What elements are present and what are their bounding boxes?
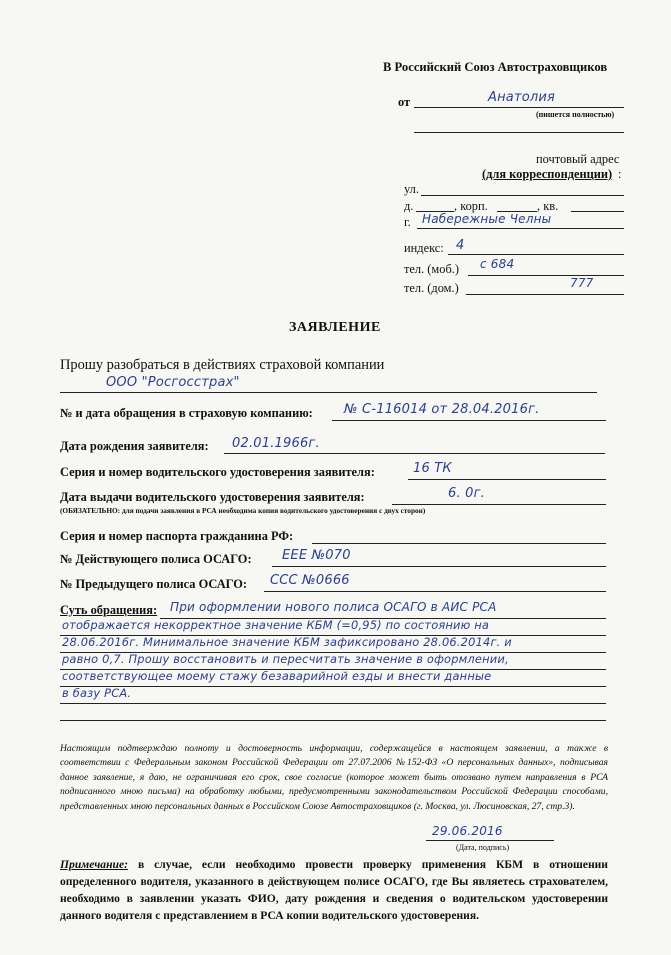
mobile-label: тел. (моб.) bbox=[404, 262, 459, 276]
from-hint: (пишется полностью) bbox=[536, 110, 615, 119]
page-title: ЗАЯВЛЕНИЕ bbox=[289, 320, 381, 335]
postal-colon: : bbox=[618, 167, 622, 181]
postal-label: почтовый адрес bbox=[536, 152, 620, 166]
street-line bbox=[421, 195, 624, 196]
corp-label: , корп. bbox=[454, 199, 488, 213]
from-label: от bbox=[398, 95, 411, 109]
city-line bbox=[417, 228, 624, 229]
company-value: ООО "Росгосстрах" bbox=[106, 375, 240, 390]
current-policy-value: ЕЕЕ №070 bbox=[282, 548, 351, 563]
from-line-2 bbox=[414, 132, 624, 133]
essence-text-4: равно 0,7. Прошу восстановить и пересчитать значение в оформлении, bbox=[62, 652, 509, 666]
index-label: индекс: bbox=[404, 241, 444, 255]
license-date-value: 6. 0г. bbox=[448, 486, 485, 501]
license-value: 16 ТК bbox=[413, 461, 452, 476]
from-value: Анатолия bbox=[488, 90, 556, 105]
birth-value: 02.01.1966г. bbox=[232, 436, 320, 451]
license-date-label: Дата выдачи водительского удостоверения заявителя: bbox=[60, 490, 365, 504]
essence-text-6: в базу РСА. bbox=[62, 686, 132, 700]
license-label: Серия и номер водительского удостоверения заявителя: bbox=[60, 465, 375, 479]
street-label: ул. bbox=[404, 182, 419, 196]
passport-line bbox=[312, 543, 606, 544]
home-label: тел. (дом.) bbox=[404, 281, 459, 295]
birth-label: Дата рождения заявителя: bbox=[60, 439, 209, 453]
company-line bbox=[60, 392, 597, 393]
signature-line bbox=[426, 840, 554, 841]
recipient: В Российский Союз Автостраховщиков bbox=[383, 60, 608, 74]
remark-text: в случае, если необходимо провести проверку применения КБМ в отношении определенного водителя, указанного в действующем полисе ОСАГО, где Вы являетесь страхователем, необходимо в заявлении указать ФИО, дату рождения и сведения о водительском удостоверении данного водителя с представлением в РСА копии водительского удостоверения. bbox=[60, 858, 608, 922]
essence-line-7 bbox=[60, 720, 606, 721]
prev-policy-label: № Предыдущего полиса ОСАГО: bbox=[60, 577, 248, 591]
remark-label: Примечание: bbox=[60, 858, 128, 871]
signature-hint: (Дата, подпись) bbox=[456, 843, 510, 852]
essence-line-5 bbox=[60, 686, 606, 687]
signature-date: 29.06.2016 bbox=[432, 824, 503, 838]
apt-line bbox=[571, 211, 624, 212]
license-date-line bbox=[392, 504, 606, 505]
essence-text-5: соответствующее моему стажу безаварийной езды и внести данные bbox=[62, 669, 492, 683]
essence-text-2: отображается некорректное значение КБМ (=0,95) по состоянию на bbox=[62, 618, 490, 632]
essence-label: Суть обращения: bbox=[60, 603, 158, 617]
essence-text-3: 28.06.2016г. Минимальное значение КБМ зафиксировано 28.06.2014г. и bbox=[62, 635, 512, 649]
apt-label: , кв. bbox=[537, 199, 559, 213]
appeal-value: № С-116014 от 28.04.2016г. bbox=[344, 402, 540, 417]
city-label: г. bbox=[404, 215, 411, 229]
current-policy-label: № Действующего полиса ОСАГО: bbox=[60, 552, 252, 566]
house-label: д. bbox=[404, 199, 414, 213]
home-line bbox=[466, 294, 624, 295]
index-value: 4 bbox=[456, 238, 465, 253]
passport-label: Серия и номер паспорта гражданина РФ: bbox=[60, 529, 294, 543]
mobile-value: с 684 bbox=[480, 257, 515, 271]
from-line bbox=[414, 107, 624, 108]
current-policy-line bbox=[272, 566, 606, 567]
mandatory-note: (ОБЯЗАТЕЛЬНО: для подачи заявления в РСА необходима копия водительского удостоверения с двух сторон) bbox=[60, 506, 426, 515]
remark bbox=[60, 856, 608, 924]
index-line bbox=[448, 254, 624, 255]
mobile-line bbox=[468, 275, 624, 276]
postal-sub: (для корреспонденции) bbox=[482, 167, 613, 181]
city-value: Набережные Челны bbox=[422, 212, 552, 226]
license-line bbox=[408, 479, 606, 480]
essence-text-1: При оформлении нового полиса ОСАГО в АИС РСА bbox=[170, 600, 497, 614]
prev-policy-value: ССС №0666 bbox=[270, 573, 350, 588]
home-value: 777 bbox=[570, 276, 594, 290]
appeal-line bbox=[332, 420, 606, 421]
request-text: Прошу разобраться в действиях страховой компании bbox=[60, 357, 385, 373]
essence-line-6 bbox=[60, 703, 606, 704]
consent-text: Настоящим подтверждаю полноту и достоверность информации, содержащейся в настоящем заявлении, а также в соответствии с Федеральным законом Российской Федерации от 27.07.2006 №152-ФЗ «О персональных данных», подписывая данное заявление, я даю, не ограничивая его срок, свое согласие (которое может быть отозвано путем направления в РСА подписанного мною письма) на обработку любыми, предусмотренными законодательством Российской Федерации способами, представленных мною персональных данных в Российском Союзе Автостраховщиков (г. Москва, ул. Люсиновская, 27, стр.3). bbox=[60, 743, 608, 812]
appeal-label: № и дата обращения в страховую компанию: bbox=[60, 406, 313, 420]
prev-policy-line bbox=[264, 591, 606, 592]
birth-line bbox=[224, 453, 605, 454]
